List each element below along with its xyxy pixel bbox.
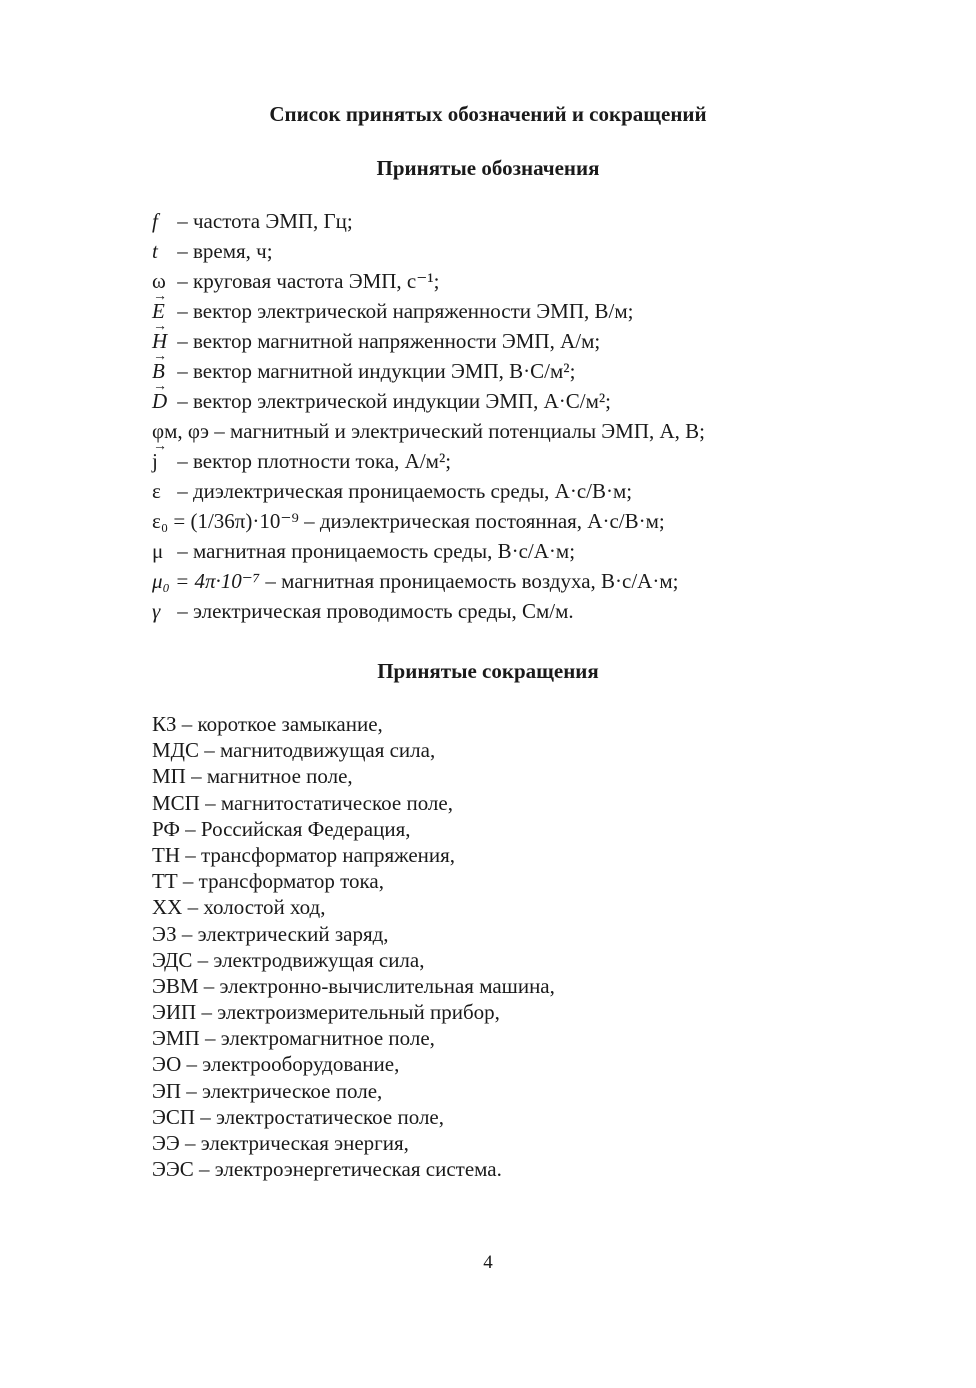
notation-text: – вектор магнитной индукции ЭМП, В·С/м²; (172, 359, 576, 383)
notation-item (152, 266, 852, 296)
abbreviation-item: ТН – трансформатор напряжения, (152, 842, 456, 867)
notation-symbol: ε (152, 479, 161, 503)
notation-item (152, 356, 852, 386)
abbreviation-item: ЭЗ – электрический заряд, (152, 921, 389, 946)
notation-symbol: → D (152, 386, 172, 416)
notation-item (152, 386, 852, 416)
notation-symbol: ε₀ = (1/36π)·10⁻⁹ (152, 509, 299, 533)
notation-item (152, 596, 852, 626)
notation-symbol: f (152, 209, 158, 233)
abbreviation-item: ЭП – электрическое поле, (152, 1078, 383, 1103)
notation-item (152, 446, 852, 476)
notation-text: – магнитный и электрический потенциалы ЭМП, А, В; (209, 419, 706, 443)
notation-item (152, 416, 852, 446)
notation-item (152, 296, 852, 326)
abbreviation-item: МСП – магнитостатическое поле, (152, 790, 453, 815)
abbreviation-item: ЭДС – электродвижущая сила, (152, 947, 425, 972)
notation-text: – магнитная проницаемость воздуха, В·с/А·м; (260, 569, 679, 593)
notation-symbol: → j (152, 446, 172, 476)
notation-item (152, 206, 852, 236)
abbreviation-item: МДС – магнитодвижущая сила, (152, 738, 436, 763)
abbreviation-item: ЭИП – электроизмерительный прибор, (152, 1000, 500, 1025)
notation-text: – магнитная проницаемость среды, В·с/А·м; (172, 539, 576, 563)
abbreviation-item: ЭСП – электростатическое поле, (152, 1104, 445, 1129)
abbreviation-item: ЭМП – электромагнитное поле, (152, 1026, 435, 1051)
notation-text: – вектор плотности тока, А/м²; (172, 449, 452, 473)
notation-item (152, 476, 852, 506)
notation-text: – электрическая проводимость среды, См/м. (172, 599, 574, 623)
notation-symbol: μ (152, 539, 164, 563)
notation-text: – вектор электрической напряженности ЭМП, В/м; (172, 299, 634, 323)
abbreviation-item: РФ – Российская Федерация, (152, 816, 411, 841)
notation-text: – круговая частота ЭМП, с⁻¹; (172, 269, 440, 293)
notation-item (152, 506, 852, 536)
notation-text: – время, ч; (172, 239, 273, 263)
notation-item (152, 326, 852, 356)
notation-item (152, 566, 852, 596)
notation-symbol: t (152, 239, 158, 263)
notation-symbol: → H (152, 326, 172, 356)
notation-item (152, 536, 852, 566)
abbreviation-item: ЭО – электрооборудование, (152, 1052, 400, 1077)
notation-text: – частота ЭМП, Гц; (172, 209, 353, 233)
abbreviations-heading: Принятые сокращения (377, 659, 599, 683)
abbreviation-item: ЭЭС – электроэнергетическая система. (152, 1157, 502, 1182)
notations-heading: Принятые обозначения (376, 156, 600, 180)
notations-list (152, 206, 852, 626)
notation-text: – вектор электрической индукции ЭМП, А·С/м²; (172, 389, 612, 413)
notation-symbol: φм, φэ (152, 419, 210, 443)
abbreviation-item: ТТ – трансформатор тока, (152, 869, 384, 894)
abbreviations-list (152, 711, 852, 1182)
abbreviation-item: ХХ – холостой ход, (152, 895, 326, 920)
notation-text: – диэлектрическая постоянная, А·с/В·м; (298, 509, 665, 533)
notation-item (152, 236, 852, 266)
page-number: 4 (483, 1252, 493, 1273)
abbreviation-item: КЗ – короткое замыкание, (152, 712, 383, 736)
abbreviation-item: ЭЭ – электрическая энергия, (152, 1131, 409, 1155)
abbreviation-item: ЭВМ – электронно-вычислительная машина, (152, 973, 555, 998)
notation-symbol: ω (152, 269, 166, 293)
abbreviation-item: МП – магнитное поле, (152, 764, 353, 789)
notation-symbol: γ (152, 599, 161, 623)
notation-symbol: → B (152, 356, 172, 386)
page-title: Список принятых обозначений и сокращений (269, 102, 707, 126)
notation-symbol: μ₀ = 4π·10⁻⁷ (152, 569, 261, 593)
notation-text: – диэлектрическая проницаемость среды, А·с/В·м; (172, 479, 633, 503)
notation-text: – вектор магнитной напряженности ЭМП, А/м; (172, 329, 601, 353)
notation-symbol: → E (152, 296, 172, 326)
